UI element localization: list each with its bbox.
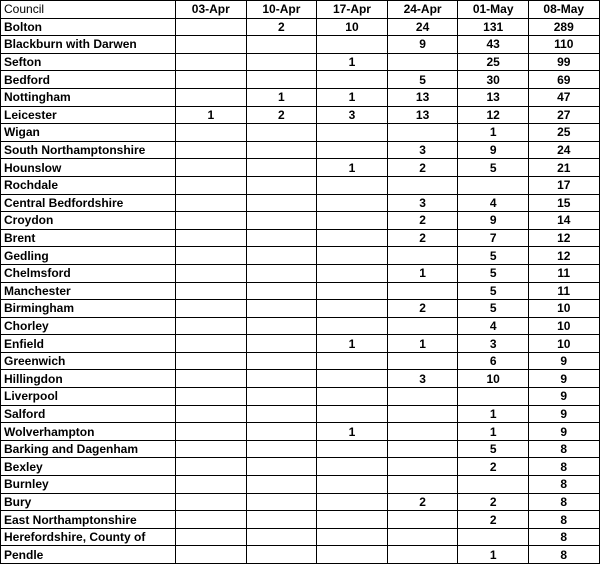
council-name-cell: East Northamptonshire (1, 511, 176, 529)
count-cell-24-apr: 1 (387, 264, 458, 282)
count-cell-24-apr: 3 (387, 141, 458, 159)
count-cell-01-may: 10 (458, 370, 529, 388)
count-cell-24-apr (387, 528, 458, 546)
council-name-cell: Sefton (1, 53, 176, 71)
count-cell-24-apr: 9 (387, 36, 458, 54)
count-cell-24-apr (387, 53, 458, 71)
count-cell-01-may: 25 (458, 53, 529, 71)
count-cell-03-apr (176, 440, 247, 458)
count-cell-01-may: 1 (458, 423, 529, 441)
count-cell-08-may: 25 (528, 124, 599, 142)
count-cell-17-apr (317, 264, 388, 282)
count-cell-08-may: 9 (528, 423, 599, 441)
count-cell-17-apr (317, 317, 388, 335)
count-cell-10-apr (246, 212, 317, 230)
council-name-cell: Hounslow (1, 159, 176, 177)
count-cell-08-may: 11 (528, 282, 599, 300)
count-cell-10-apr (246, 247, 317, 265)
count-cell-03-apr: 1 (176, 106, 247, 124)
count-cell-24-apr (387, 440, 458, 458)
table-row (1, 388, 600, 406)
count-cell-08-may: 12 (528, 247, 599, 265)
count-cell-17-apr (317, 176, 388, 194)
count-cell-10-apr (246, 423, 317, 441)
count-cell-10-apr (246, 229, 317, 247)
count-cell-03-apr (176, 405, 247, 423)
count-cell-01-may: 30 (458, 71, 529, 89)
header-17-apr: 17-Apr (317, 1, 388, 19)
table-row (1, 476, 600, 494)
count-cell-08-may: 10 (528, 317, 599, 335)
count-cell-17-apr (317, 229, 388, 247)
table-row (1, 528, 600, 546)
council-name-cell: Herefordshire, County of (1, 528, 176, 546)
count-cell-17-apr (317, 440, 388, 458)
count-cell-10-apr (246, 317, 317, 335)
council-name-cell: Bexley (1, 458, 176, 476)
count-cell-10-apr (246, 124, 317, 142)
count-cell-10-apr (246, 370, 317, 388)
count-cell-03-apr (176, 124, 247, 142)
count-cell-17-apr (317, 71, 388, 89)
count-cell-10-apr (246, 335, 317, 353)
count-cell-24-apr: 1 (387, 335, 458, 353)
table-row (1, 53, 600, 71)
count-cell-24-apr (387, 511, 458, 529)
table-row (1, 229, 600, 247)
count-cell-10-apr (246, 493, 317, 511)
count-cell-08-may: 27 (528, 106, 599, 124)
count-cell-10-apr (246, 71, 317, 89)
count-cell-24-apr: 24 (387, 18, 458, 36)
count-cell-03-apr (176, 141, 247, 159)
count-cell-03-apr (176, 528, 247, 546)
count-cell-17-apr (317, 300, 388, 318)
count-cell-01-may: 7 (458, 229, 529, 247)
count-cell-01-may (458, 388, 529, 406)
count-cell-17-apr (317, 493, 388, 511)
count-cell-01-may: 5 (458, 247, 529, 265)
count-cell-01-may (458, 476, 529, 494)
count-cell-24-apr: 2 (387, 300, 458, 318)
count-cell-17-apr (317, 36, 388, 54)
table-row (1, 405, 600, 423)
count-cell-08-may: 99 (528, 53, 599, 71)
count-cell-01-may: 13 (458, 88, 529, 106)
count-cell-03-apr (176, 388, 247, 406)
count-cell-24-apr (387, 317, 458, 335)
count-cell-08-may: 8 (528, 493, 599, 511)
council-name-cell: Rochdale (1, 176, 176, 194)
count-cell-01-may: 9 (458, 141, 529, 159)
table-row (1, 124, 600, 142)
council-name-cell: Hillingdon (1, 370, 176, 388)
count-cell-01-may: 2 (458, 511, 529, 529)
count-cell-17-apr (317, 528, 388, 546)
count-cell-01-may: 1 (458, 546, 529, 564)
count-cell-08-may: 47 (528, 88, 599, 106)
count-cell-10-apr (246, 476, 317, 494)
table-row (1, 335, 600, 353)
count-cell-10-apr: 1 (246, 88, 317, 106)
table-row (1, 264, 600, 282)
count-cell-03-apr (176, 423, 247, 441)
count-cell-08-may: 8 (528, 528, 599, 546)
count-cell-24-apr: 2 (387, 493, 458, 511)
count-cell-08-may: 9 (528, 405, 599, 423)
header-10-apr: 10-Apr (246, 1, 317, 19)
table-row (1, 352, 600, 370)
council-name-cell: Leicester (1, 106, 176, 124)
count-cell-17-apr: 1 (317, 88, 388, 106)
count-cell-24-apr (387, 476, 458, 494)
council-name-cell: Bolton (1, 18, 176, 36)
council-name-cell: Barking and Dagenham (1, 440, 176, 458)
council-name-cell: Nottingham (1, 88, 176, 106)
table-row (1, 423, 600, 441)
count-cell-01-may: 12 (458, 106, 529, 124)
count-cell-03-apr (176, 53, 247, 71)
table-row (1, 159, 600, 177)
count-cell-01-may: 5 (458, 440, 529, 458)
table-row (1, 18, 600, 36)
count-cell-03-apr (176, 546, 247, 564)
count-cell-01-may: 3 (458, 335, 529, 353)
count-cell-10-apr (246, 388, 317, 406)
table-row (1, 106, 600, 124)
table-row (1, 194, 600, 212)
council-name-cell: South Northamptonshire (1, 141, 176, 159)
table-row (1, 511, 600, 529)
table-row (1, 88, 600, 106)
count-cell-17-apr (317, 546, 388, 564)
count-cell-17-apr (317, 141, 388, 159)
table-body (1, 18, 600, 563)
count-cell-10-apr (246, 546, 317, 564)
count-cell-24-apr (387, 388, 458, 406)
count-cell-08-may: 8 (528, 546, 599, 564)
count-cell-08-may: 9 (528, 352, 599, 370)
count-cell-17-apr (317, 388, 388, 406)
count-cell-03-apr (176, 36, 247, 54)
count-cell-03-apr (176, 247, 247, 265)
count-cell-10-apr (246, 194, 317, 212)
count-cell-17-apr: 1 (317, 335, 388, 353)
count-cell-01-may: 2 (458, 493, 529, 511)
count-cell-03-apr (176, 212, 247, 230)
count-cell-03-apr (176, 159, 247, 177)
count-cell-10-apr (246, 36, 317, 54)
council-name-cell: Chelmsford (1, 264, 176, 282)
council-name-cell: Blackburn with Darwen (1, 36, 176, 54)
count-cell-01-may: 5 (458, 264, 529, 282)
council-name-cell: Burnley (1, 476, 176, 494)
council-name-cell: Chorley (1, 317, 176, 335)
table-row (1, 493, 600, 511)
header-01-may: 01-May (458, 1, 529, 19)
count-cell-08-may: 21 (528, 159, 599, 177)
table-row (1, 458, 600, 476)
count-cell-01-may: 5 (458, 159, 529, 177)
count-cell-03-apr (176, 194, 247, 212)
count-cell-10-apr (246, 264, 317, 282)
count-cell-24-apr (387, 176, 458, 194)
council-name-cell: Wolverhampton (1, 423, 176, 441)
count-cell-01-may: 5 (458, 300, 529, 318)
count-cell-10-apr (246, 352, 317, 370)
count-cell-08-may: 11 (528, 264, 599, 282)
council-name-cell: Wigan (1, 124, 176, 142)
header-08-may: 08-May (528, 1, 599, 19)
count-cell-03-apr (176, 317, 247, 335)
count-cell-17-apr (317, 124, 388, 142)
count-cell-17-apr (317, 247, 388, 265)
count-cell-10-apr (246, 440, 317, 458)
council-name-cell: Bury (1, 493, 176, 511)
count-cell-17-apr (317, 194, 388, 212)
count-cell-24-apr (387, 124, 458, 142)
count-cell-01-may: 5 (458, 282, 529, 300)
count-cell-03-apr (176, 282, 247, 300)
table-row (1, 546, 600, 564)
count-cell-24-apr: 13 (387, 106, 458, 124)
count-cell-17-apr: 10 (317, 18, 388, 36)
count-cell-08-may: 9 (528, 370, 599, 388)
council-name-cell: Greenwich (1, 352, 176, 370)
count-cell-24-apr: 3 (387, 370, 458, 388)
count-cell-17-apr: 1 (317, 423, 388, 441)
count-cell-08-may: 8 (528, 476, 599, 494)
count-cell-03-apr (176, 264, 247, 282)
count-cell-17-apr (317, 511, 388, 529)
count-cell-01-may: 6 (458, 352, 529, 370)
count-cell-08-may: 10 (528, 300, 599, 318)
count-cell-17-apr (317, 476, 388, 494)
count-cell-10-apr (246, 53, 317, 71)
count-cell-24-apr (387, 247, 458, 265)
table-row (1, 212, 600, 230)
count-cell-10-apr: 2 (246, 18, 317, 36)
council-name-cell: Enfield (1, 335, 176, 353)
count-cell-08-may: 69 (528, 71, 599, 89)
count-cell-01-may: 1 (458, 405, 529, 423)
count-cell-08-may: 10 (528, 335, 599, 353)
council-name-cell: Gedling (1, 247, 176, 265)
count-cell-10-apr (246, 405, 317, 423)
count-cell-17-apr: 1 (317, 159, 388, 177)
count-cell-01-may: 4 (458, 317, 529, 335)
count-cell-17-apr (317, 458, 388, 476)
count-cell-03-apr (176, 370, 247, 388)
count-cell-03-apr (176, 352, 247, 370)
count-cell-03-apr (176, 476, 247, 494)
header-24-apr: 24-Apr (387, 1, 458, 19)
count-cell-24-apr: 5 (387, 71, 458, 89)
count-cell-24-apr: 2 (387, 229, 458, 247)
count-cell-24-apr: 2 (387, 212, 458, 230)
count-cell-08-may: 24 (528, 141, 599, 159)
header-03-apr: 03-Apr (176, 1, 247, 19)
count-cell-08-may: 8 (528, 458, 599, 476)
count-cell-10-apr (246, 176, 317, 194)
council-name-cell: Brent (1, 229, 176, 247)
count-cell-03-apr (176, 458, 247, 476)
count-cell-10-apr (246, 300, 317, 318)
count-cell-01-may: 9 (458, 212, 529, 230)
count-cell-03-apr (176, 335, 247, 353)
count-cell-08-may: 9 (528, 388, 599, 406)
count-cell-17-apr (317, 352, 388, 370)
table-row (1, 317, 600, 335)
table-row (1, 440, 600, 458)
count-cell-24-apr (387, 352, 458, 370)
table-row (1, 247, 600, 265)
council-name-cell: Liverpool (1, 388, 176, 406)
count-cell-08-may: 110 (528, 36, 599, 54)
council-name-cell: Croydon (1, 212, 176, 230)
council-name-cell: Bedford (1, 71, 176, 89)
count-cell-08-may: 289 (528, 18, 599, 36)
count-cell-24-apr (387, 423, 458, 441)
count-cell-01-may (458, 176, 529, 194)
count-cell-03-apr (176, 88, 247, 106)
count-cell-01-may: 43 (458, 36, 529, 54)
count-cell-03-apr (176, 71, 247, 89)
count-cell-10-apr (246, 159, 317, 177)
header-row (1, 1, 600, 19)
count-cell-24-apr (387, 546, 458, 564)
count-cell-24-apr (387, 405, 458, 423)
council-name-cell: Manchester (1, 282, 176, 300)
count-cell-10-apr (246, 282, 317, 300)
count-cell-08-may: 8 (528, 511, 599, 529)
count-cell-17-apr (317, 212, 388, 230)
table-row (1, 300, 600, 318)
table-row (1, 282, 600, 300)
count-cell-17-apr (317, 282, 388, 300)
count-cell-17-apr: 1 (317, 53, 388, 71)
count-cell-17-apr (317, 370, 388, 388)
count-cell-24-apr (387, 282, 458, 300)
count-cell-03-apr (176, 511, 247, 529)
council-name-cell: Birmingham (1, 300, 176, 318)
count-cell-03-apr (176, 300, 247, 318)
count-cell-01-may: 131 (458, 18, 529, 36)
count-cell-10-apr (246, 141, 317, 159)
count-cell-10-apr (246, 458, 317, 476)
council-name-cell: Salford (1, 405, 176, 423)
count-cell-03-apr (176, 493, 247, 511)
count-cell-03-apr (176, 176, 247, 194)
count-cell-10-apr (246, 528, 317, 546)
count-cell-08-may: 12 (528, 229, 599, 247)
count-cell-01-may: 4 (458, 194, 529, 212)
count-cell-01-may (458, 528, 529, 546)
count-cell-24-apr (387, 458, 458, 476)
council-name-cell: Central Bedfordshire (1, 194, 176, 212)
table-row (1, 176, 600, 194)
count-cell-24-apr: 13 (387, 88, 458, 106)
council-name-cell: Pendle (1, 546, 176, 564)
header-council: Council (1, 1, 176, 19)
table-row (1, 141, 600, 159)
count-cell-10-apr (246, 511, 317, 529)
count-cell-17-apr: 3 (317, 106, 388, 124)
count-cell-08-may: 8 (528, 440, 599, 458)
count-cell-24-apr: 3 (387, 194, 458, 212)
table-row (1, 370, 600, 388)
count-cell-10-apr: 2 (246, 106, 317, 124)
count-cell-03-apr (176, 18, 247, 36)
table-row (1, 36, 600, 54)
count-cell-08-may: 14 (528, 212, 599, 230)
count-cell-17-apr (317, 405, 388, 423)
count-cell-03-apr (176, 229, 247, 247)
table-row (1, 71, 600, 89)
count-cell-01-may: 1 (458, 124, 529, 142)
count-cell-08-may: 15 (528, 194, 599, 212)
count-cell-01-may: 2 (458, 458, 529, 476)
count-cell-08-may: 17 (528, 176, 599, 194)
count-cell-24-apr: 2 (387, 159, 458, 177)
